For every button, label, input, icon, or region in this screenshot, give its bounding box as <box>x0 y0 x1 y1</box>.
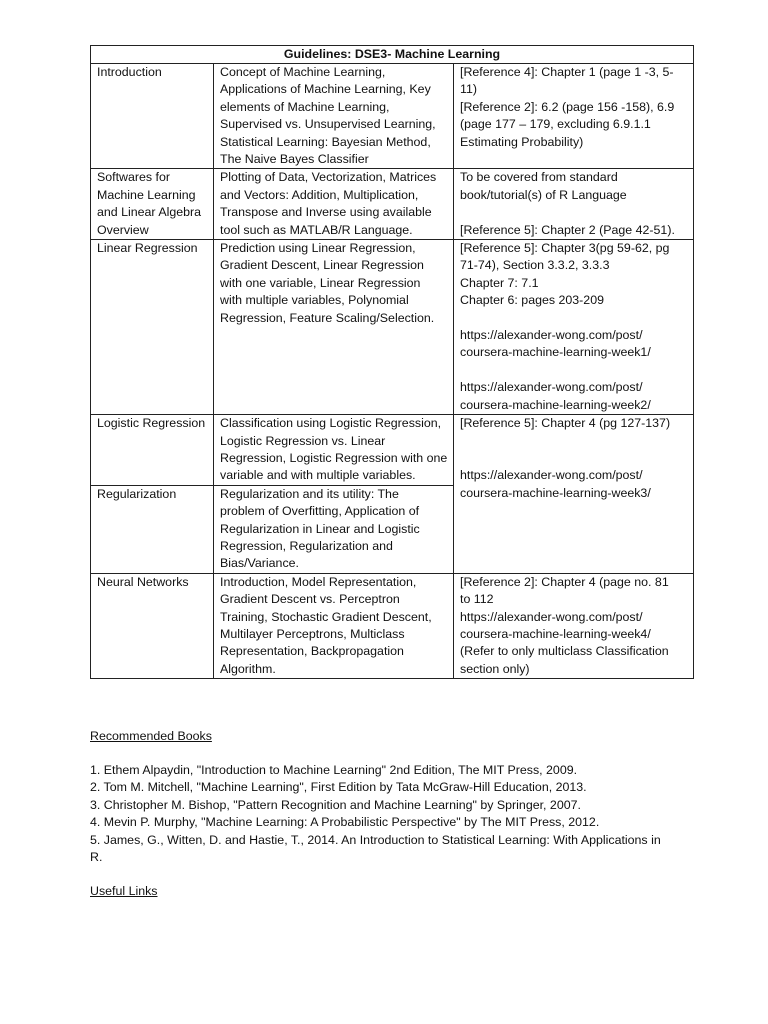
content-line: Multilayer Perceptrons, Multiclass <box>220 626 405 641</box>
reference-line: 71-74), Section 3.3.2, 3.3.3 <box>460 258 610 273</box>
content-line: Regularization in Linear and Logistic <box>220 521 420 536</box>
blank-line <box>460 433 689 468</box>
content-cell <box>214 240 454 415</box>
content-line: Classification using Logistic Regression, <box>220 416 442 431</box>
books-list <box>90 762 690 866</box>
reference-link: coursera-machine-learning-week3/ <box>460 485 651 500</box>
topic-line: Regularization <box>97 486 177 501</box>
reference-link: coursera-machine-learning-week2/ <box>460 397 651 412</box>
content-line: The Naive Bayes Classifier <box>220 152 369 167</box>
content-line: Regression, Feature Scaling/Selection. <box>220 310 435 325</box>
content-line: Gradient Descent vs. Perceptron <box>220 592 400 607</box>
reference-line: [Reference 5]: Chapter 3(pg 59-62, pg <box>460 241 670 256</box>
useful-links-heading: Useful Links <box>90 884 158 898</box>
content-line: problem of Overfitting, Application of <box>220 504 420 519</box>
book-item: 5. James, G., Witten, D. and Hastie, T., 2014. An Introduction to Statistical Learning: With Applications in <box>90 832 661 847</box>
reference-link: coursera-machine-learning-week1/ <box>460 345 651 360</box>
content-line: variable and with multiple variables. <box>220 468 416 483</box>
table-row <box>91 169 694 240</box>
topic-line: Overview <box>97 222 149 237</box>
topic-cell <box>91 240 214 415</box>
content-line: Representation, Backpropagation <box>220 644 404 659</box>
content-cell <box>214 485 454 573</box>
reference-line: book/tutorial(s) of R Language <box>460 187 627 202</box>
reference-link: https://alexander-wong.com/post/ <box>460 609 643 624</box>
book-item: 1. Ethem Alpaydin, "Introduction to Machine Learning" 2nd Edition, The MIT Press, 2009. <box>90 763 578 777</box>
table-title: Guidelines: DSE3- Machine Learning <box>91 46 694 64</box>
blank-line <box>460 310 689 327</box>
reference-line: [Reference 4]: Chapter 1 (page 1 -3, 5- <box>460 65 674 79</box>
content-line: elements of Machine Learning, <box>220 99 390 114</box>
content-line: Algorithm. <box>220 661 276 676</box>
content-line: Transpose and Inverse using available <box>220 205 432 220</box>
topic-line: Introduction <box>97 65 162 79</box>
content-line: with multiple variables, Polynomial <box>220 293 409 308</box>
reference-link: coursera-machine-learning-week4/ <box>460 626 651 641</box>
topic-line: Logistic Regression <box>97 416 206 431</box>
topic-line: Softwares for <box>97 170 170 185</box>
topic-cell <box>91 485 214 573</box>
reference-line: To be covered from standard <box>460 170 618 185</box>
topic-cell <box>91 169 214 240</box>
topic-cell <box>91 573 214 678</box>
reference-cell <box>454 573 694 678</box>
topic-line: Neural Networks <box>97 574 189 589</box>
content-line: Regularization and its utility: The <box>220 486 399 501</box>
topic-cell <box>91 64 214 169</box>
content-line: tool such as MATLAB/R Language. <box>220 222 413 237</box>
content-line: Gradient Descent, Linear Regression <box>220 258 424 273</box>
content-line: Bias/Variance. <box>220 556 299 571</box>
guidelines-table <box>90 45 694 679</box>
reference-cell <box>454 240 694 415</box>
reference-line: [Reference 2]: 6.2 (page 156 -158), 6.9 <box>460 99 675 114</box>
reference-line: to 112 <box>460 592 494 607</box>
reference-line: section only) <box>460 661 530 676</box>
content-line: Prediction using Linear Regression, <box>220 241 416 256</box>
reference-line: (page 177 – 179, excluding 6.9.1.1 <box>460 117 651 132</box>
table-row <box>91 240 694 415</box>
content-cell <box>214 415 454 486</box>
content-line: Regression, Regularization and <box>220 538 393 553</box>
reference-line: Chapter 6: pages 203-209 <box>460 293 604 308</box>
reference-line: [Reference 5]: Chapter 2 (Page 42-51). <box>460 222 675 237</box>
content-line: Regression, Logistic Regression with one <box>220 450 448 465</box>
topic-line: and Linear Algebra <box>97 205 202 220</box>
reference-line: (Refer to only multiclass Classification <box>460 644 669 659</box>
reference-link: https://alexander-wong.com/post/ <box>460 380 643 395</box>
reference-link: https://alexander-wong.com/post/ <box>460 328 643 343</box>
content-line: and Vectors: Addition, Multiplication, <box>220 187 419 202</box>
reference-link: https://alexander-wong.com/post/ <box>460 468 643 483</box>
content-line: Logistic Regression vs. Linear <box>220 433 386 448</box>
content-cell <box>214 64 454 169</box>
reference-cell <box>454 169 694 240</box>
table-row <box>91 415 694 486</box>
book-item: 2. Tom M. Mitchell, "Machine Learning", First Edition by Tata McGraw-Hill Education, 2013. <box>90 780 587 795</box>
blank-line <box>460 204 689 221</box>
reference-cell <box>454 64 694 169</box>
content-line: Applications of Machine Learning, Key <box>220 82 431 97</box>
reference-line: 11) <box>460 82 477 97</box>
reference-line: Estimating Probability) <box>460 134 584 149</box>
content-line: Concept of Machine Learning, <box>220 65 386 79</box>
reference-cell <box>454 415 694 574</box>
book-item: 3. Christopher M. Bishop, "Pattern Recognition and Machine Learning" by Springer, 2007. <box>90 797 581 812</box>
content-line: Supervised vs. Unsupervised Learning, <box>220 117 436 132</box>
content-line: Training, Stochastic Gradient Descent, <box>220 609 432 624</box>
reference-line: [Reference 5]: Chapter 4 (pg 127-137) <box>460 416 671 431</box>
table-row <box>91 64 694 169</box>
topic-line: Linear Regression <box>97 241 198 256</box>
table-row <box>91 573 694 678</box>
book-item: R. <box>90 850 103 865</box>
blank-line <box>460 362 689 379</box>
content-line: with one variable, Linear Regression <box>220 275 421 290</box>
topic-cell <box>91 415 214 486</box>
reference-line: Chapter 7: 7.1 <box>460 275 539 290</box>
content-cell <box>214 573 454 678</box>
book-item: 4. Mevin P. Murphy, "Machine Learning: A Probabilistic Perspective" by The MIT Press, 2012. <box>90 815 600 830</box>
table-title-row <box>91 46 694 64</box>
content-line: Introduction, Model Representation, <box>220 574 417 589</box>
recommended-books-heading: Recommended Books <box>90 729 212 743</box>
topic-line: Machine Learning <box>97 187 196 202</box>
reference-line: [Reference 2]: Chapter 4 (page no. 81 <box>460 574 669 589</box>
content-cell <box>214 169 454 240</box>
content-line: Plotting of Data, Vectorization, Matrices <box>220 170 437 185</box>
content-line: Statistical Learning: Bayesian Method, <box>220 134 431 149</box>
